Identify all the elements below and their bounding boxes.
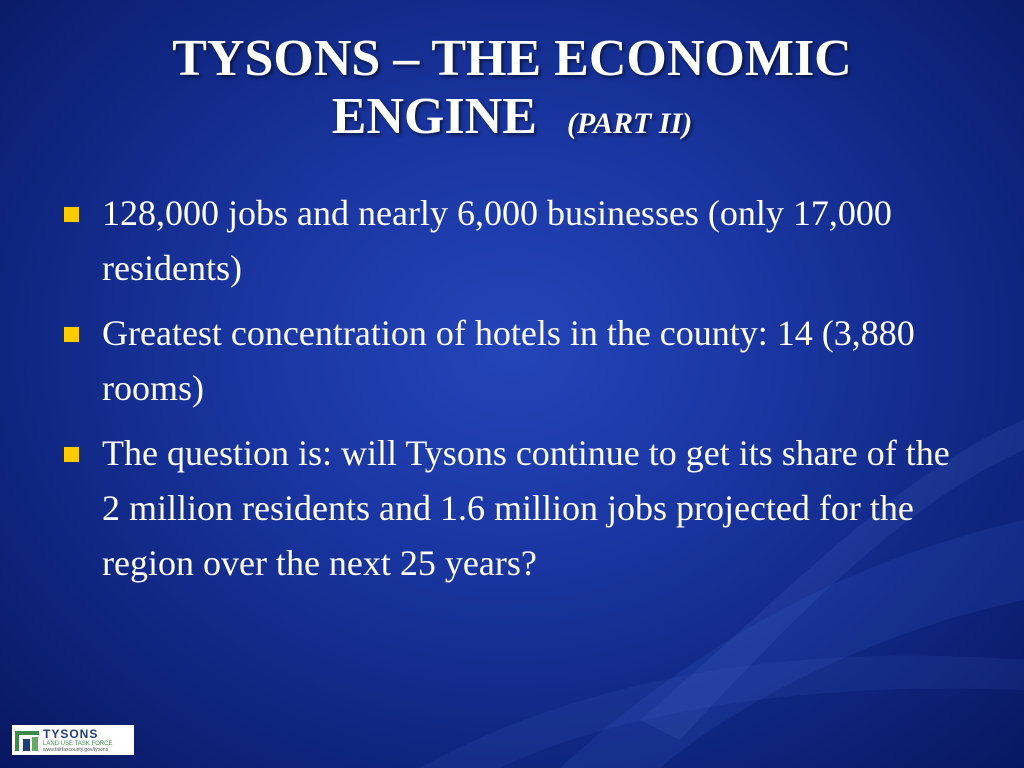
tysons-logo [12,725,134,755]
bullet-text: Greatest concentration of hotels in the county: 14 (3,880 rooms) [102,313,915,408]
bullet-item-question [60,426,960,591]
slide-title [40,30,984,153]
bullet-item-jobs [60,186,960,296]
bullet-text: 128,000 jobs and nearly 6,000 businesses (only 17,000 residents) [102,193,892,288]
logo-tagline: LAND USE TASK FORCE [43,740,113,747]
title-text: TYSONS – THE ECONOMIC ENGINE [172,30,852,145]
logo-name: TYSONS [43,726,99,741]
bullet-item-hotels [60,306,960,416]
square-bullet-icon [64,207,79,222]
square-bullet-icon [64,327,79,342]
bullet-text: The question is: will Tysons continue to get its share of the 2 million residents and 1.6 million jobs projected for the region over the next 25 years? [102,433,950,583]
logo-url: www.fairfaxcounty.gov/tysons [43,746,109,753]
bullet-list [60,186,960,601]
square-bullet-icon [64,447,79,462]
title-subtitle: (PART II) [566,107,693,140]
tysons-building-icon [14,727,40,753]
